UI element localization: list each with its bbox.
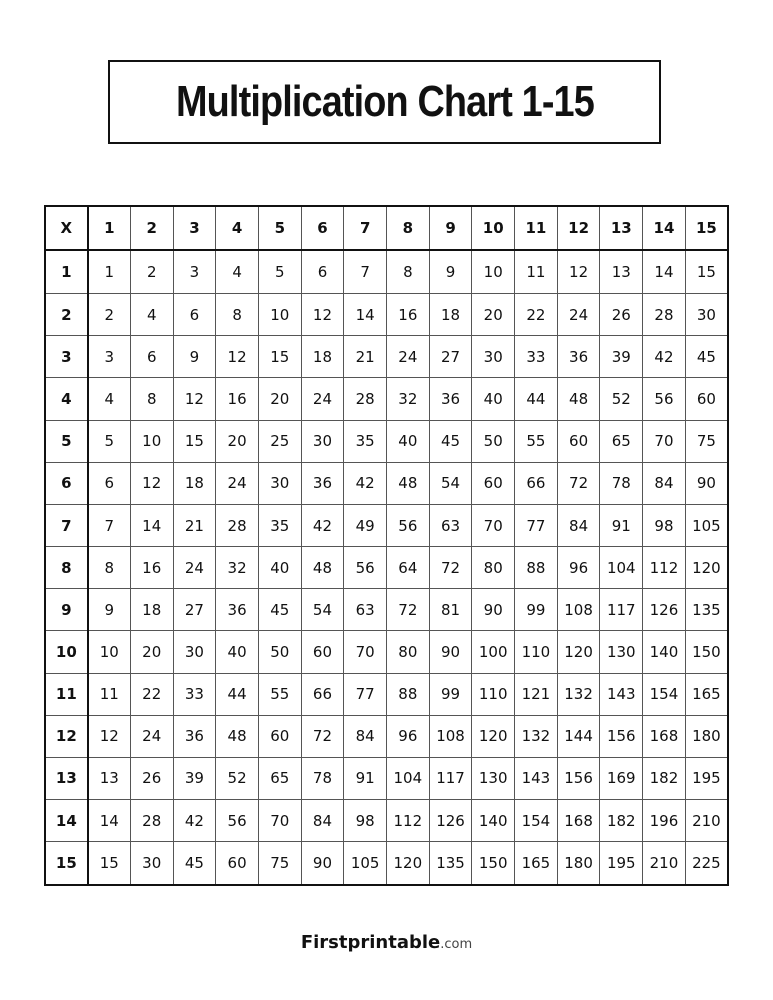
product-cell: 132 [515, 715, 558, 757]
product-cell: 3 [88, 336, 131, 378]
product-cell: 12 [301, 294, 344, 336]
product-cell: 99 [429, 673, 472, 715]
product-cell: 80 [387, 631, 430, 673]
product-cell: 18 [173, 462, 216, 504]
product-cell: 40 [216, 631, 259, 673]
product-cell: 20 [258, 378, 301, 420]
product-cell: 13 [600, 250, 643, 293]
product-cell: 126 [643, 589, 686, 631]
product-cell: 6 [88, 462, 131, 504]
product-cell: 56 [643, 378, 686, 420]
product-cell: 8 [387, 250, 430, 293]
product-cell: 24 [216, 462, 259, 504]
product-cell: 165 [685, 673, 728, 715]
product-cell: 28 [216, 504, 259, 546]
table-row [45, 250, 728, 293]
product-cell: 16 [387, 294, 430, 336]
column-header: 5 [258, 206, 301, 250]
table-row [45, 547, 728, 589]
row-header: 15 [45, 842, 88, 885]
table-row [45, 715, 728, 757]
column-header: 4 [216, 206, 259, 250]
product-cell: 156 [557, 757, 600, 799]
product-cell: 154 [643, 673, 686, 715]
row-header: 2 [45, 294, 88, 336]
product-cell: 120 [685, 547, 728, 589]
table-row [45, 842, 728, 885]
product-cell: 135 [685, 589, 728, 631]
column-header: 2 [130, 206, 173, 250]
table-row [45, 800, 728, 842]
product-cell: 182 [643, 757, 686, 799]
product-cell: 30 [258, 462, 301, 504]
product-cell: 10 [88, 631, 131, 673]
product-cell: 84 [301, 800, 344, 842]
product-cell: 156 [600, 715, 643, 757]
brand-name: Firstprintable [300, 932, 441, 953]
table-row [45, 589, 728, 631]
product-cell: 39 [173, 757, 216, 799]
product-cell: 132 [557, 673, 600, 715]
product-cell: 66 [301, 673, 344, 715]
product-cell: 30 [130, 842, 173, 885]
product-cell: 24 [173, 547, 216, 589]
product-cell: 60 [557, 420, 600, 462]
header-row [45, 206, 728, 250]
product-cell: 196 [643, 800, 686, 842]
row-header: 4 [45, 378, 88, 420]
product-cell: 56 [216, 800, 259, 842]
product-cell: 130 [600, 631, 643, 673]
product-cell: 70 [472, 504, 515, 546]
product-cell: 54 [301, 589, 344, 631]
product-cell: 72 [429, 547, 472, 589]
product-cell: 14 [130, 504, 173, 546]
product-cell: 168 [557, 800, 600, 842]
product-cell: 169 [600, 757, 643, 799]
product-cell: 26 [130, 757, 173, 799]
row-header: 8 [45, 547, 88, 589]
product-cell: 84 [344, 715, 387, 757]
product-cell: 55 [515, 420, 558, 462]
product-cell: 40 [258, 547, 301, 589]
product-cell: 130 [472, 757, 515, 799]
column-header: 15 [685, 206, 728, 250]
product-cell: 21 [344, 336, 387, 378]
product-cell: 36 [429, 378, 472, 420]
product-cell: 13 [88, 757, 131, 799]
product-cell: 72 [387, 589, 430, 631]
product-cell: 63 [344, 589, 387, 631]
product-cell: 10 [130, 420, 173, 462]
product-cell: 110 [472, 673, 515, 715]
row-header: 3 [45, 336, 88, 378]
product-cell: 96 [387, 715, 430, 757]
product-cell: 5 [258, 250, 301, 293]
product-cell: 143 [515, 757, 558, 799]
table-row [45, 631, 728, 673]
product-cell: 22 [515, 294, 558, 336]
product-cell: 81 [429, 589, 472, 631]
product-cell: 16 [216, 378, 259, 420]
product-cell: 63 [429, 504, 472, 546]
product-cell: 110 [515, 631, 558, 673]
product-cell: 33 [173, 673, 216, 715]
product-cell: 7 [88, 504, 131, 546]
product-cell: 45 [429, 420, 472, 462]
product-cell: 104 [600, 547, 643, 589]
brand-tld: .com [440, 937, 473, 952]
column-header: 12 [557, 206, 600, 250]
product-cell: 35 [344, 420, 387, 462]
product-cell: 25 [258, 420, 301, 462]
product-cell: 112 [643, 547, 686, 589]
product-cell: 150 [685, 631, 728, 673]
product-cell: 11 [88, 673, 131, 715]
product-cell: 48 [557, 378, 600, 420]
product-cell: 60 [472, 462, 515, 504]
product-cell: 36 [173, 715, 216, 757]
multiplication-table [44, 205, 729, 886]
row-header: 10 [45, 631, 88, 673]
product-cell: 54 [429, 462, 472, 504]
product-cell: 12 [557, 250, 600, 293]
product-cell: 4 [216, 250, 259, 293]
product-cell: 78 [301, 757, 344, 799]
column-header: 7 [344, 206, 387, 250]
product-cell: 48 [387, 462, 430, 504]
product-cell: 2 [88, 294, 131, 336]
product-cell: 195 [685, 757, 728, 799]
product-cell: 35 [258, 504, 301, 546]
product-cell: 60 [301, 631, 344, 673]
product-cell: 135 [429, 842, 472, 885]
product-cell: 105 [685, 504, 728, 546]
product-cell: 9 [173, 336, 216, 378]
product-cell: 4 [88, 378, 131, 420]
product-cell: 12 [173, 378, 216, 420]
product-cell: 20 [472, 294, 515, 336]
product-cell: 33 [515, 336, 558, 378]
product-cell: 9 [429, 250, 472, 293]
product-cell: 65 [258, 757, 301, 799]
product-cell: 12 [130, 462, 173, 504]
product-cell: 99 [515, 589, 558, 631]
product-cell: 42 [643, 336, 686, 378]
product-cell: 48 [301, 547, 344, 589]
product-cell: 15 [258, 336, 301, 378]
product-cell: 30 [472, 336, 515, 378]
product-cell: 15 [685, 250, 728, 293]
product-cell: 180 [557, 842, 600, 885]
row-header: 1 [45, 250, 88, 293]
product-cell: 70 [258, 800, 301, 842]
product-cell: 180 [685, 715, 728, 757]
product-cell: 24 [387, 336, 430, 378]
product-cell: 30 [173, 631, 216, 673]
product-cell: 16 [130, 547, 173, 589]
column-header: 10 [472, 206, 515, 250]
table-body [45, 206, 728, 885]
product-cell: 120 [472, 715, 515, 757]
row-header: 11 [45, 673, 88, 715]
product-cell: 78 [600, 462, 643, 504]
product-cell: 27 [173, 589, 216, 631]
product-cell: 4 [130, 294, 173, 336]
product-cell: 15 [173, 420, 216, 462]
product-cell: 56 [344, 547, 387, 589]
product-cell: 72 [301, 715, 344, 757]
column-header: 14 [643, 206, 686, 250]
product-cell: 88 [387, 673, 430, 715]
product-cell: 91 [344, 757, 387, 799]
product-cell: 154 [515, 800, 558, 842]
product-cell: 75 [258, 842, 301, 885]
table-row [45, 462, 728, 504]
column-header: 1 [88, 206, 131, 250]
product-cell: 144 [557, 715, 600, 757]
product-cell: 1 [88, 250, 131, 293]
product-cell: 70 [344, 631, 387, 673]
product-cell: 11 [515, 250, 558, 293]
product-cell: 26 [600, 294, 643, 336]
product-cell: 22 [130, 673, 173, 715]
product-cell: 117 [429, 757, 472, 799]
product-cell: 126 [429, 800, 472, 842]
product-cell: 90 [472, 589, 515, 631]
product-cell: 28 [344, 378, 387, 420]
product-cell: 45 [258, 589, 301, 631]
row-header: 13 [45, 757, 88, 799]
product-cell: 66 [515, 462, 558, 504]
product-cell: 88 [515, 547, 558, 589]
product-cell: 165 [515, 842, 558, 885]
product-cell: 39 [600, 336, 643, 378]
product-cell: 40 [387, 420, 430, 462]
product-cell: 24 [557, 294, 600, 336]
product-cell: 140 [643, 631, 686, 673]
product-cell: 14 [88, 800, 131, 842]
product-cell: 6 [173, 294, 216, 336]
product-cell: 70 [643, 420, 686, 462]
product-cell: 3 [173, 250, 216, 293]
product-cell: 42 [173, 800, 216, 842]
product-cell: 14 [643, 250, 686, 293]
title-box [108, 60, 661, 144]
row-header: 7 [45, 504, 88, 546]
row-header: 12 [45, 715, 88, 757]
product-cell: 20 [130, 631, 173, 673]
product-cell: 210 [643, 842, 686, 885]
product-cell: 225 [685, 842, 728, 885]
product-cell: 120 [557, 631, 600, 673]
product-cell: 100 [472, 631, 515, 673]
row-header: 5 [45, 420, 88, 462]
product-cell: 108 [557, 589, 600, 631]
table-row [45, 378, 728, 420]
product-cell: 77 [344, 673, 387, 715]
column-header: 9 [429, 206, 472, 250]
product-cell: 40 [472, 378, 515, 420]
product-cell: 45 [173, 842, 216, 885]
product-cell: 28 [643, 294, 686, 336]
product-cell: 91 [600, 504, 643, 546]
product-cell: 32 [216, 547, 259, 589]
product-cell: 98 [643, 504, 686, 546]
product-cell: 12 [88, 715, 131, 757]
product-cell: 60 [258, 715, 301, 757]
product-cell: 195 [600, 842, 643, 885]
product-cell: 72 [557, 462, 600, 504]
table-row [45, 757, 728, 799]
product-cell: 52 [600, 378, 643, 420]
product-cell: 52 [216, 757, 259, 799]
product-cell: 104 [387, 757, 430, 799]
product-cell: 2 [130, 250, 173, 293]
footer [0, 932, 773, 953]
product-cell: 105 [344, 842, 387, 885]
product-cell: 182 [600, 800, 643, 842]
product-cell: 42 [344, 462, 387, 504]
product-cell: 8 [130, 378, 173, 420]
product-cell: 65 [600, 420, 643, 462]
table-row [45, 420, 728, 462]
product-cell: 121 [515, 673, 558, 715]
product-cell: 8 [216, 294, 259, 336]
product-cell: 44 [515, 378, 558, 420]
product-cell: 108 [429, 715, 472, 757]
product-cell: 50 [258, 631, 301, 673]
product-cell: 117 [600, 589, 643, 631]
product-cell: 75 [685, 420, 728, 462]
product-cell: 7 [344, 250, 387, 293]
product-cell: 90 [685, 462, 728, 504]
product-cell: 8 [88, 547, 131, 589]
product-cell: 84 [643, 462, 686, 504]
product-cell: 50 [472, 420, 515, 462]
product-cell: 60 [685, 378, 728, 420]
product-cell: 5 [88, 420, 131, 462]
row-header: 6 [45, 462, 88, 504]
product-cell: 44 [216, 673, 259, 715]
row-header: 9 [45, 589, 88, 631]
product-cell: 210 [685, 800, 728, 842]
product-cell: 18 [429, 294, 472, 336]
product-cell: 120 [387, 842, 430, 885]
product-cell: 56 [387, 504, 430, 546]
product-cell: 80 [472, 547, 515, 589]
product-cell: 90 [429, 631, 472, 673]
column-header: 6 [301, 206, 344, 250]
table-row [45, 336, 728, 378]
product-cell: 77 [515, 504, 558, 546]
product-cell: 6 [301, 250, 344, 293]
product-cell: 150 [472, 842, 515, 885]
page-title: Multiplication Chart 1-15 [175, 77, 594, 126]
product-cell: 9 [88, 589, 131, 631]
row-header: 14 [45, 800, 88, 842]
column-header: 3 [173, 206, 216, 250]
product-cell: 15 [88, 842, 131, 885]
product-cell: 14 [344, 294, 387, 336]
product-cell: 42 [301, 504, 344, 546]
product-cell: 36 [557, 336, 600, 378]
product-cell: 27 [429, 336, 472, 378]
table-row [45, 673, 728, 715]
product-cell: 10 [258, 294, 301, 336]
product-cell: 168 [643, 715, 686, 757]
product-cell: 12 [216, 336, 259, 378]
product-cell: 140 [472, 800, 515, 842]
product-cell: 28 [130, 800, 173, 842]
product-cell: 112 [387, 800, 430, 842]
product-cell: 24 [130, 715, 173, 757]
product-cell: 18 [301, 336, 344, 378]
product-cell: 21 [173, 504, 216, 546]
product-cell: 24 [301, 378, 344, 420]
product-cell: 64 [387, 547, 430, 589]
product-cell: 90 [301, 842, 344, 885]
product-cell: 10 [472, 250, 515, 293]
table-row [45, 294, 728, 336]
product-cell: 36 [216, 589, 259, 631]
product-cell: 84 [557, 504, 600, 546]
product-cell: 32 [387, 378, 430, 420]
column-header: 13 [600, 206, 643, 250]
product-cell: 20 [216, 420, 259, 462]
product-cell: 6 [130, 336, 173, 378]
table-row [45, 504, 728, 546]
product-cell: 55 [258, 673, 301, 715]
product-cell: 30 [301, 420, 344, 462]
column-header: 8 [387, 206, 430, 250]
product-cell: 36 [301, 462, 344, 504]
product-cell: 143 [600, 673, 643, 715]
product-cell: 30 [685, 294, 728, 336]
corner-cell: X [45, 206, 88, 250]
product-cell: 18 [130, 589, 173, 631]
product-cell: 45 [685, 336, 728, 378]
product-cell: 96 [557, 547, 600, 589]
product-cell: 48 [216, 715, 259, 757]
product-cell: 60 [216, 842, 259, 885]
product-cell: 98 [344, 800, 387, 842]
product-cell: 49 [344, 504, 387, 546]
column-header: 11 [515, 206, 558, 250]
